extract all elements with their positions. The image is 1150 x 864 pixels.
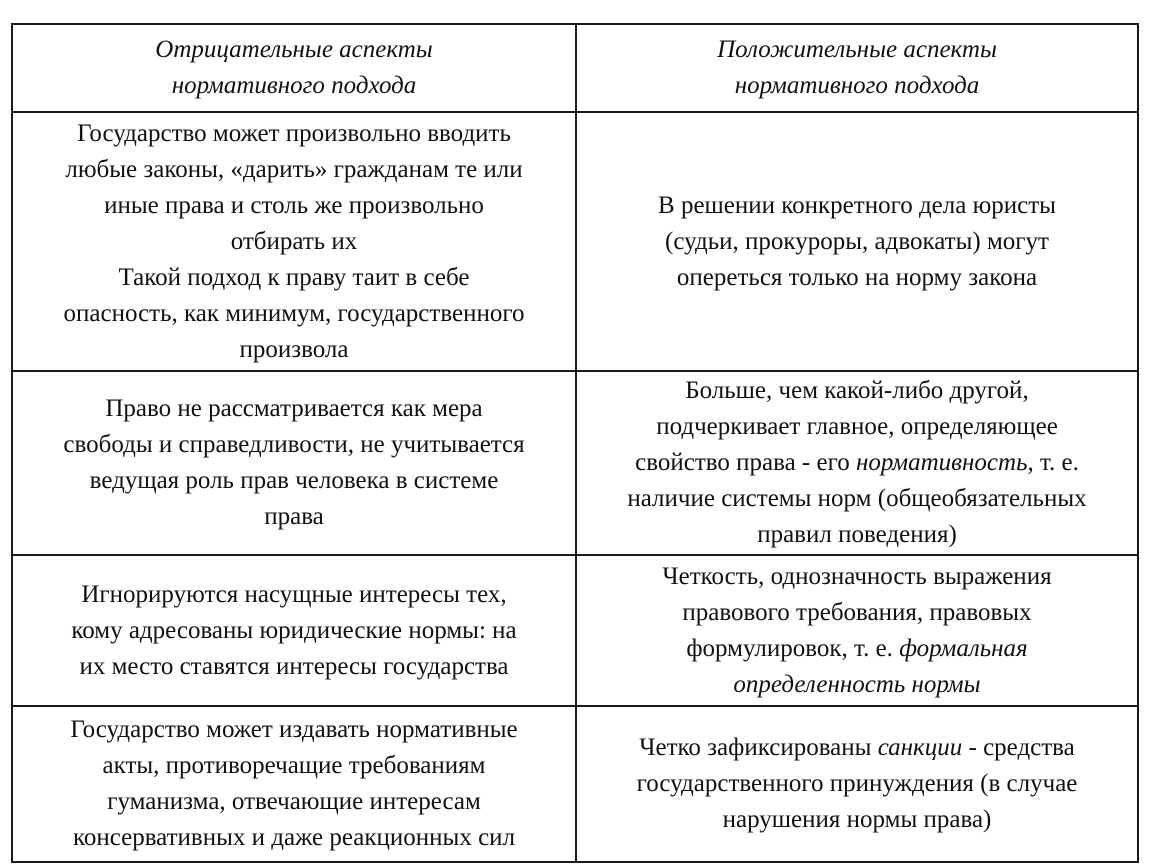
positive-cell	[576, 706, 1138, 862]
cell-line: акты, противоречащие требованиям	[102, 752, 486, 779]
cell-line: произвола	[239, 335, 349, 363]
negative-cell	[12, 555, 576, 706]
header-positive-line: Положительные аспекты	[717, 36, 997, 63]
cell-text: формулировок, т. е.	[686, 634, 900, 662]
cell-line: любые законы, «дарить» гражданам те или	[65, 155, 523, 183]
cell-line: Больше, чем какой-либо другой,	[685, 377, 1029, 404]
cell-line: свободы и справедливости, не учитывается	[63, 431, 525, 458]
italic-term: санкции	[877, 734, 963, 761]
cell-line: (судьи, прокуроры, адвокаты) могут	[665, 227, 1049, 255]
cell-line	[585, 730, 1129, 766]
header-positive	[576, 24, 1138, 112]
cell-line: Такой подход к праву таит в себе	[118, 263, 470, 291]
cell-line: Игнорируются насущные интересы тех,	[81, 580, 507, 608]
cell-line: консервативных и даже реакционных сил	[72, 824, 516, 851]
negative-cell	[12, 371, 576, 555]
cell-line: их место ставятся интересы государства	[79, 652, 509, 680]
cell-line: ведущая роль прав человека в системе	[89, 467, 499, 494]
italic-term: нормативность	[856, 449, 1028, 476]
cell-line: правил поведения)	[757, 521, 957, 548]
table-row	[12, 371, 1138, 555]
table-row	[12, 112, 1138, 371]
cell-line: гуманизма, отвечающие интересам	[107, 788, 481, 815]
header-negative-line: Отрицательные аспекты	[155, 36, 433, 63]
cell-line: отбирать их	[230, 227, 358, 255]
aspects-table-frame	[11, 23, 1137, 855]
positive-cell	[576, 112, 1138, 371]
cell-line: Четкость, однозначность выражения	[662, 562, 1052, 590]
cell-text: Четко зафиксированы	[639, 734, 878, 761]
cell-line: государственного принуждения (в случае	[636, 770, 1078, 797]
header-row	[12, 24, 1138, 112]
italic-term: определенность нормы	[733, 670, 981, 698]
cell-line	[585, 631, 1129, 667]
negative-cell	[12, 706, 576, 862]
header-positive-line: нормативного подхода	[734, 72, 980, 99]
positive-cell	[576, 555, 1138, 706]
cell-line	[585, 667, 1129, 703]
cell-line: нарушения нормы права)	[722, 806, 992, 833]
cell-text: - средства	[962, 734, 1075, 761]
cell-line: Государство может издавать нормативные	[70, 716, 518, 743]
cell-line: опасность, как минимум, государственного	[63, 299, 525, 327]
cell-text: , т. е.	[1027, 449, 1079, 476]
table-row	[12, 706, 1138, 862]
cell-line: правового требования, правовых	[682, 598, 1032, 626]
cell-line: Государство может произвольно вводить	[77, 119, 511, 147]
table-row	[12, 555, 1138, 706]
cell-text: свойство права - его	[635, 449, 856, 476]
cell-line	[585, 445, 1129, 481]
italic-term: формальная	[899, 634, 1028, 662]
cell-line: иные права и столь же произвольно	[104, 191, 484, 219]
positive-cell	[576, 371, 1138, 555]
negative-cell	[12, 112, 576, 371]
aspects-table	[11, 23, 1139, 863]
cell-line: кому адресованы юридические нормы: на	[71, 616, 517, 644]
header-negative	[12, 24, 576, 112]
cell-line: наличие системы норм (общеобязательных	[627, 485, 1087, 512]
header-negative-line: нормативного подхода	[171, 72, 417, 99]
cell-line: права	[264, 503, 324, 530]
cell-line: подчеркивает главное, определяющее	[656, 413, 1058, 440]
cell-line: опереться только на норму закона	[676, 263, 1038, 291]
cell-line: Право не рассматривается как мера	[105, 395, 483, 422]
cell-line: В решении конкретного дела юристы	[658, 191, 1056, 219]
